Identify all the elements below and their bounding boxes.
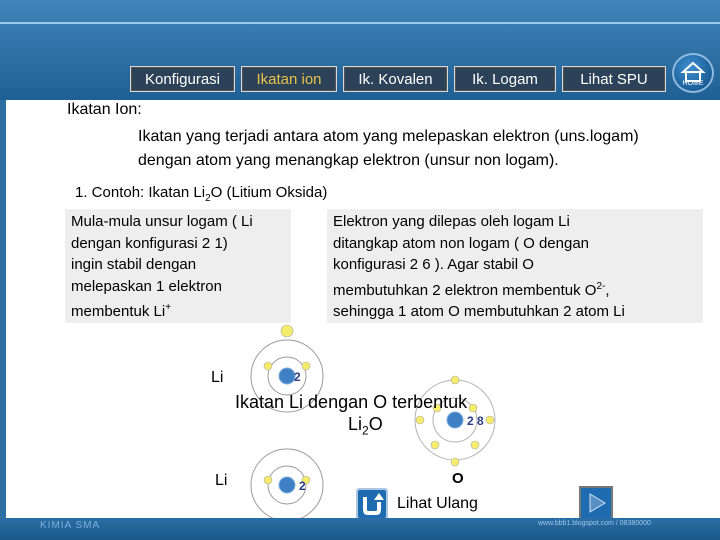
li-bottom-nucleus-label: 2 bbox=[299, 479, 306, 493]
o-outer-electron bbox=[451, 458, 459, 466]
section-heading: Ikatan Ion: bbox=[67, 101, 142, 118]
box-right-line-4-text: membutuhkan 2 elektron membentuk O bbox=[333, 281, 597, 299]
li-top-label: Li bbox=[211, 369, 224, 386]
box-left-line-3: ingin stabil dengan bbox=[71, 256, 197, 273]
example-title-suffix: O (Litium Oksida) bbox=[210, 184, 328, 201]
li-bottom-label: Li bbox=[215, 472, 228, 489]
o-outer-electron bbox=[451, 376, 459, 384]
nav-lihat-spu-button[interactable]: Lihat SPU bbox=[562, 66, 666, 92]
definition-line-2: dengan atom yang menangkap elektron (unsur non logam). bbox=[138, 152, 559, 169]
next-button[interactable] bbox=[581, 488, 611, 518]
replay-label[interactable]: Lihat Ulang bbox=[397, 495, 478, 512]
nav-konfigurasi-button[interactable]: Konfigurasi bbox=[130, 66, 235, 92]
replay-button[interactable] bbox=[356, 488, 388, 520]
box-left-line-5-sup: + bbox=[165, 302, 172, 313]
result-formula-subscript: 2 bbox=[362, 423, 369, 438]
box-left-line-2: dengan konfigurasi 2 1) bbox=[71, 234, 228, 252]
box-right-line-1: Elektron yang dilepas oleh logam Li bbox=[333, 213, 570, 230]
o-outer-electron bbox=[471, 441, 479, 449]
example-title-subscript: 2 bbox=[205, 193, 211, 204]
definition-line-1: Ikatan yang terjadi antara atom yang melepaskan elektron (uns.logam) bbox=[138, 128, 639, 145]
result-text: Ikatan Li dengan O terbentuk bbox=[235, 392, 468, 412]
box-right-line-3: konfigurasi 2 6 ). Agar stabil O bbox=[333, 256, 534, 273]
li-top-inner-electron bbox=[302, 362, 310, 370]
o-outer-electron bbox=[431, 441, 439, 449]
o-outer-electron bbox=[416, 416, 424, 424]
footer-left-text: KIMIA SMA bbox=[40, 520, 101, 531]
li-top-outer-electron bbox=[281, 325, 293, 337]
o-label: O bbox=[452, 470, 464, 487]
o-nucleus-label: 2 8 bbox=[467, 414, 484, 428]
result-formula-li: Li bbox=[348, 414, 363, 434]
box-right-line-4-end: , bbox=[605, 281, 610, 299]
box-right-line-4-sup: 2- bbox=[596, 280, 606, 292]
home-label: HOME bbox=[682, 80, 704, 87]
o-nucleus bbox=[447, 412, 463, 428]
o-inner-electron bbox=[469, 404, 477, 412]
li-bottom-inner-electron bbox=[264, 476, 272, 484]
box-left-line-1: Mula-mula unsur logam ( Li bbox=[71, 213, 253, 230]
box-right-line-2: ditangkap atom non logam ( O dengan bbox=[333, 234, 590, 252]
nav-ik-logam-button[interactable]: Ik. Logam bbox=[454, 66, 556, 92]
li-top-inner-electron bbox=[264, 362, 272, 370]
footer-right-text: www.bbb1.blogspot.com / 08380000 bbox=[538, 520, 651, 527]
result-formula bbox=[348, 414, 383, 438]
replay-icon bbox=[356, 488, 388, 520]
li-top-nucleus bbox=[279, 368, 295, 384]
play-next-icon bbox=[581, 488, 611, 518]
example-title-prefix: 1. Contoh: Ikatan Li bbox=[75, 184, 206, 201]
li-atom-bottom bbox=[251, 449, 323, 521]
box-right-line-5: sehingga 1 atom O membutuhkan 2 atom Li bbox=[333, 303, 625, 320]
nav-ik-kovalen-button[interactable]: Ik. Kovalen bbox=[343, 66, 448, 92]
li-bottom-nucleus bbox=[279, 477, 295, 493]
box-left-line-5-text: membentuk Li bbox=[71, 303, 166, 320]
result-formula-o: O bbox=[368, 414, 383, 434]
o-outer-electron bbox=[486, 416, 494, 424]
li-top-nucleus-label: 2 bbox=[294, 370, 301, 384]
nav-ikatan-ion-button[interactable]: Ikatan ion bbox=[241, 66, 337, 92]
box-left-line-4: melepaskan 1 elektron bbox=[71, 277, 222, 295]
